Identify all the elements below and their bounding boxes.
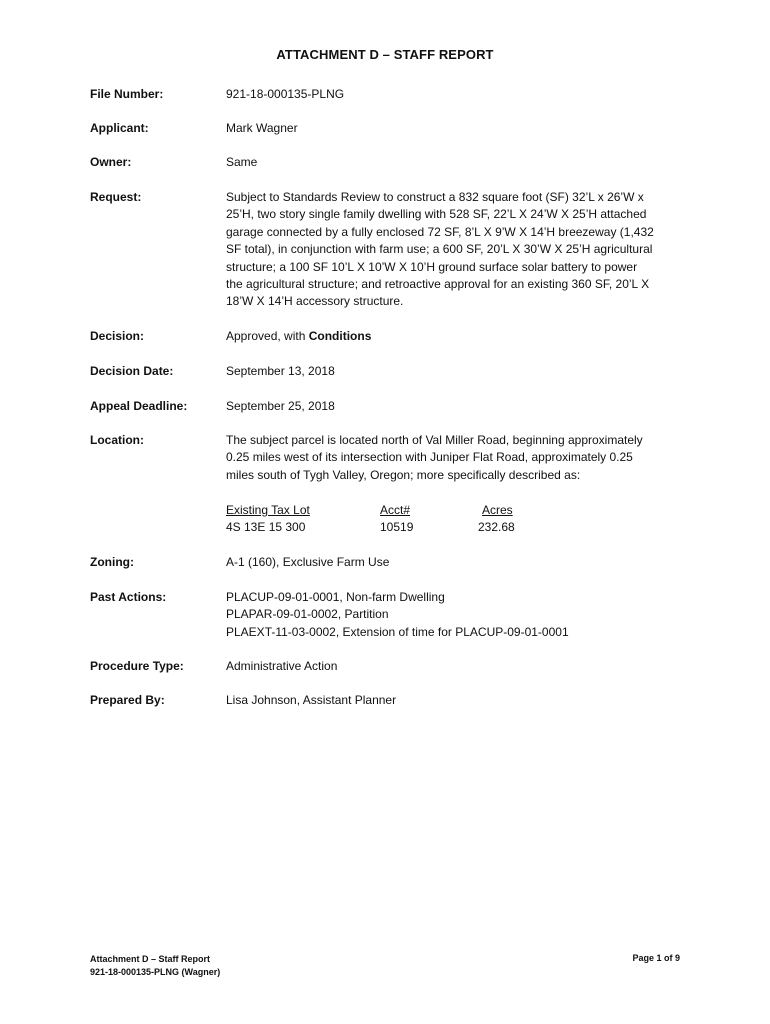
tax-lot-header: Existing Tax Lot: [226, 503, 310, 517]
request-line: structure; a 100 SF 10’L X 10’W X 10’H ground surface solar battery to power: [226, 259, 638, 274]
owner-label: Owner:: [90, 155, 132, 169]
decision-conditions: Conditions: [308, 329, 372, 343]
zoning-label: Zoning:: [90, 555, 134, 569]
document-title: ATTACHMENT D – STAFF REPORT: [276, 47, 494, 62]
acres-cell: 232.68: [478, 520, 515, 535]
decision-label: Decision:: [90, 329, 145, 343]
request-label: Request:: [90, 190, 142, 204]
owner-value: Same: [226, 155, 258, 169]
appeal-deadline-value: September 25, 2018: [226, 399, 335, 413]
request-line: SF total), in conjunction with farm use; a 600 SF, 20’L X 30’W X 25’H agricultural: [226, 242, 653, 257]
appeal-deadline-label: Appeal Deadline:: [90, 399, 188, 413]
acct-cell: 10519: [380, 520, 414, 535]
decision-date-label: Decision Date:: [90, 364, 174, 378]
tax-lot-table: [90, 502, 690, 538]
file-number-label: File Number:: [90, 87, 164, 101]
prepared-by-value: Lisa Johnson, Assistant Planner: [226, 693, 397, 707]
location-line: 0.25 miles west of its intersection with Juniper Flat Road, approximately 0.25: [226, 450, 633, 465]
acct-header: Acct#: [380, 503, 411, 517]
acct-column: [380, 502, 413, 537]
footer-document-info: [90, 953, 220, 979]
request-line: garage connected by a fully enclosed 72 SF, 8’L X 9’W X 14’H breezeway (1,432: [226, 224, 654, 239]
zoning-value: A-1 (160), Exclusive Farm Use: [226, 555, 390, 569]
prepared-by-label: Prepared By:: [90, 693, 165, 707]
request-text: [226, 189, 680, 311]
acres-column: [478, 502, 515, 537]
request-line: 18’W X 14’H accessory structure.: [226, 294, 404, 309]
request-line: 25’H, two story single family dwelling with 528 SF, 22’L X 24’W X 25’H attached: [226, 207, 647, 222]
location-line: miles south of Tygh Valley, Oregon; more specifically described as:: [226, 467, 581, 482]
decision-prefix: Approved, with: [226, 329, 309, 343]
tax-lot-column: [226, 502, 310, 537]
applicant-label: Applicant:: [90, 121, 149, 135]
applicant-value: Mark Wagner: [226, 121, 298, 135]
footer-title: Attachment D – Staff Report: [90, 954, 211, 964]
past-actions-list: [226, 589, 680, 641]
past-action-item: PLAPAR-09-01-0002, Partition: [226, 607, 389, 622]
request-line: Subject to Standards Review to construct a 832 square foot (SF) 32’L x 26’W x: [226, 190, 644, 204]
past-actions-label: Past Actions:: [90, 590, 167, 604]
page-number: Page 1 of 9: [632, 953, 680, 963]
footer-file-number: 921-18-000135-PLNG (Wagner): [90, 967, 221, 977]
decision-value: [226, 328, 680, 345]
tax-lot-cell: 4S 13E 15 300: [226, 520, 306, 535]
file-number-value: 921-18-000135-PLNG: [226, 87, 345, 101]
location-text: [226, 432, 680, 484]
request-line: the agricultural structure; and retroactive approval for an existing 360 SF, 20’L X: [226, 277, 650, 292]
procedure-type-value: Administrative Action: [226, 659, 338, 673]
acres-header: Acres: [482, 503, 513, 517]
decision-date-value: September 13, 2018: [226, 364, 335, 378]
procedure-type-label: Procedure Type:: [90, 659, 184, 673]
location-label: Location:: [90, 433, 144, 447]
location-line: The subject parcel is located north of Val Miller Road, beginning approximately: [226, 433, 643, 447]
past-action-item: PLAEXT-11-03-0002, Extension of time for PLACUP-09-01-0001: [226, 624, 569, 639]
past-action-item: PLACUP-09-01-0001, Non-farm Dwelling: [226, 590, 445, 604]
